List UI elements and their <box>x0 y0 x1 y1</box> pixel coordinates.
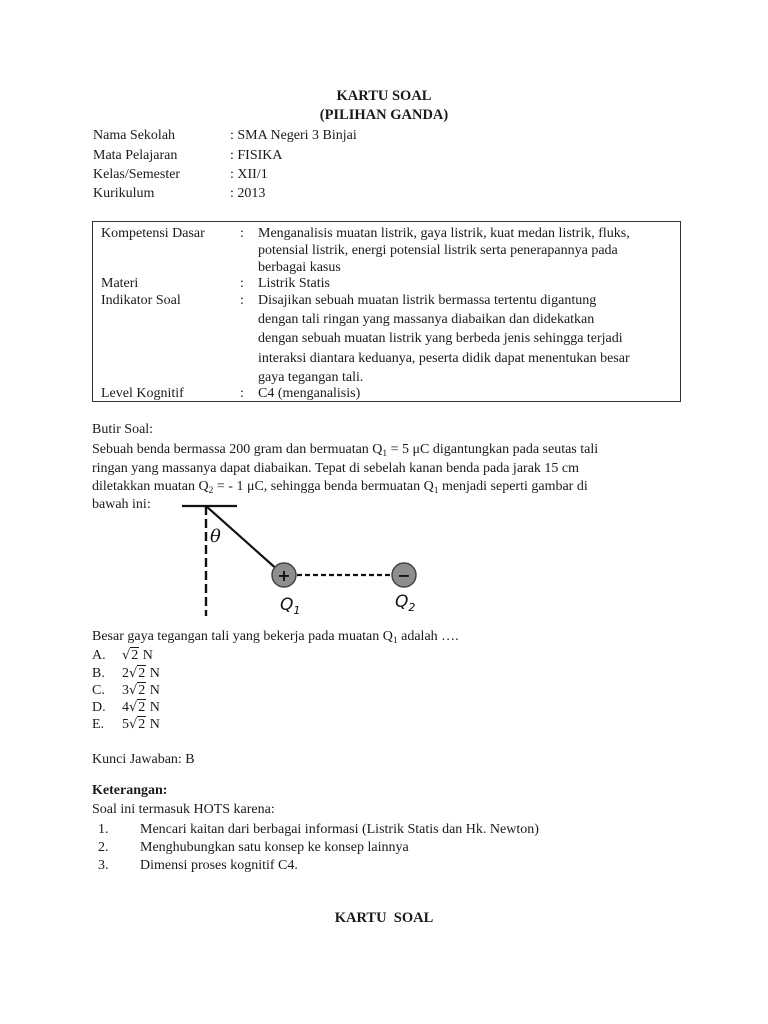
option-c-root: 2 <box>138 683 146 698</box>
question-heading: Butir Soal: <box>92 422 154 437</box>
option-b-letter: B. <box>92 666 105 681</box>
option-b-unit: N <box>146 666 160 681</box>
materi-label: Materi <box>101 276 139 291</box>
card-title: KARTU SOAL <box>336 88 432 104</box>
meta-label-school: Nama Sekolah <box>93 128 176 143</box>
materi-value: Listrik Statis <box>258 276 330 291</box>
option-c-letter: C. <box>92 683 105 698</box>
indikator-line-2: dengan tali ringan yang massanya diabaikan dan didekatkan <box>258 312 595 327</box>
notes-item-1-text: Mencari kaitan dari berbagai informasi (Listrik Statis dan Hk. Newton) <box>140 822 539 837</box>
option-d-unit: N <box>146 700 160 715</box>
info-table <box>92 221 681 402</box>
label-q1-sub: 1 <box>293 604 301 617</box>
option-c-unit: N <box>146 683 160 698</box>
question-line-1b: = 5 μC digantungkan pada seutas tali <box>387 442 599 457</box>
indikator-colon: : <box>240 293 244 308</box>
meta-label-subject: Mata Pelajaran <box>93 148 178 163</box>
theta-label: θ <box>210 526 221 547</box>
meta-value-subject: : FISIKA <box>230 148 283 163</box>
option-d-value <box>122 699 160 716</box>
question-line-3a: diletakkan muatan Q <box>92 479 209 494</box>
option-b-coef: 2 <box>122 666 129 681</box>
indikator-line-1: Disajikan sebuah muatan listrik bermassa tertentu digantung <box>258 293 597 308</box>
materi-colon: : <box>240 276 244 291</box>
plus-sign: + <box>277 566 291 585</box>
option-d-letter: D. <box>92 700 106 715</box>
notes-item-3-num: 3. <box>98 858 109 873</box>
next-card-title: KARTU SOAL <box>334 910 434 926</box>
sqrt-icon: √ <box>122 648 131 663</box>
q1-subscript-3: 1 <box>392 636 398 646</box>
notes-item-1-num: 1. <box>98 822 109 837</box>
kd-label: Kompetensi Dasar <box>101 226 205 241</box>
option-b-root: 2 <box>138 666 146 681</box>
notes-item-2-num: 2. <box>98 840 109 855</box>
charge-diagram <box>180 500 440 618</box>
option-a-letter: A. <box>92 648 106 663</box>
question-ask <box>92 628 459 647</box>
minus-sign: − <box>397 566 411 585</box>
sqrt-icon: √ <box>129 717 138 732</box>
notes-item-2-text: Menghubungkan satu konsep ke konsep lainnya <box>140 840 409 855</box>
option-a-unit: N <box>139 648 153 663</box>
level-colon: : <box>240 386 244 401</box>
q1-subscript-2: 1 <box>433 486 439 496</box>
label-q2-letter: Q <box>395 592 409 612</box>
label-q2-sub: 2 <box>408 601 416 614</box>
label-q2 <box>395 592 415 614</box>
notes-intro: Soal ini termasuk HOTS karena: <box>92 802 275 817</box>
option-e-unit: N <box>146 717 160 732</box>
answer-key: Kunci Jawaban: B <box>92 752 195 767</box>
level-label: Level Kognitif <box>101 386 184 401</box>
option-e-root: 2 <box>138 717 146 732</box>
option-e-letter: E. <box>92 717 105 732</box>
label-q1-letter: Q <box>280 595 294 615</box>
indikator-line-3: dengan sebuah muatan listrik yang berbeda jenis sehingga terjadi <box>258 331 623 346</box>
question-line-4: bawah ini: <box>92 497 151 512</box>
level-value: C4 (menganalisis) <box>258 386 361 401</box>
indikator-label: Indikator Soal <box>101 293 181 308</box>
meta-value-curriculum: : 2013 <box>230 186 266 201</box>
option-a-value <box>122 647 153 664</box>
question-line-3c: menjadi seperti gambar di <box>438 479 588 494</box>
sqrt-icon: √ <box>129 666 138 681</box>
question-line-1a: Sebuah benda bermassa 200 gram dan bermuatan Q <box>92 442 383 457</box>
kd-line-3: berbagai kasus <box>258 260 341 275</box>
sqrt-icon: √ <box>129 683 138 698</box>
question-line-2: ringan yang massanya dapat diabaikan. Tepat di sebelah kanan benda pada jarak 15 cm <box>92 461 580 476</box>
notes-heading: Keterangan: <box>92 783 168 798</box>
option-c-coef: 3 <box>122 683 129 698</box>
card-subtitle: (PILIHAN GANDA) <box>319 107 449 123</box>
notes-item-3-text: Dimensi proses kognitif C4. <box>140 858 298 873</box>
label-q1 <box>280 595 300 617</box>
option-c-value <box>122 682 160 699</box>
sqrt-icon: √ <box>129 700 138 715</box>
meta-label-curriculum: Kurikulum <box>93 186 155 201</box>
option-b-value <box>122 665 160 682</box>
question-ask-a: Besar gaya tegangan tali yang bekerja pada muatan Q <box>92 629 393 644</box>
q2-subscript: 2 <box>208 486 214 496</box>
q1-subscript: 1 <box>382 449 388 459</box>
indikator-line-4: interaksi diantara keduanya, peserta didik dapat menentukan besar <box>258 351 630 366</box>
question-line-1 <box>92 441 598 460</box>
question-ask-b: adalah …. <box>397 629 459 644</box>
meta-label-class: Kelas/Semester <box>93 167 181 182</box>
option-e-coef: 5 <box>122 717 129 732</box>
indikator-line-5: gaya tegangan tali. <box>258 370 364 385</box>
option-d-coef: 4 <box>122 700 129 715</box>
meta-value-class: : XII/1 <box>230 167 268 182</box>
question-line-3 <box>92 478 588 497</box>
option-a-root: 2 <box>131 648 139 663</box>
kd-colon: : <box>240 226 244 241</box>
kd-line-1: Menganalisis muatan listrik, gaya listrik, kuat medan listrik, fluks, <box>258 226 630 241</box>
option-e-value <box>122 716 160 733</box>
meta-value-school: : SMA Negeri 3 Binjai <box>230 128 357 143</box>
kd-line-2: potensial listrik, energi potensial listrik serta penerapannya pada <box>258 243 618 258</box>
question-line-3b: = - 1 μC, sehingga benda bermuatan Q <box>213 479 434 494</box>
option-d-root: 2 <box>138 700 146 715</box>
